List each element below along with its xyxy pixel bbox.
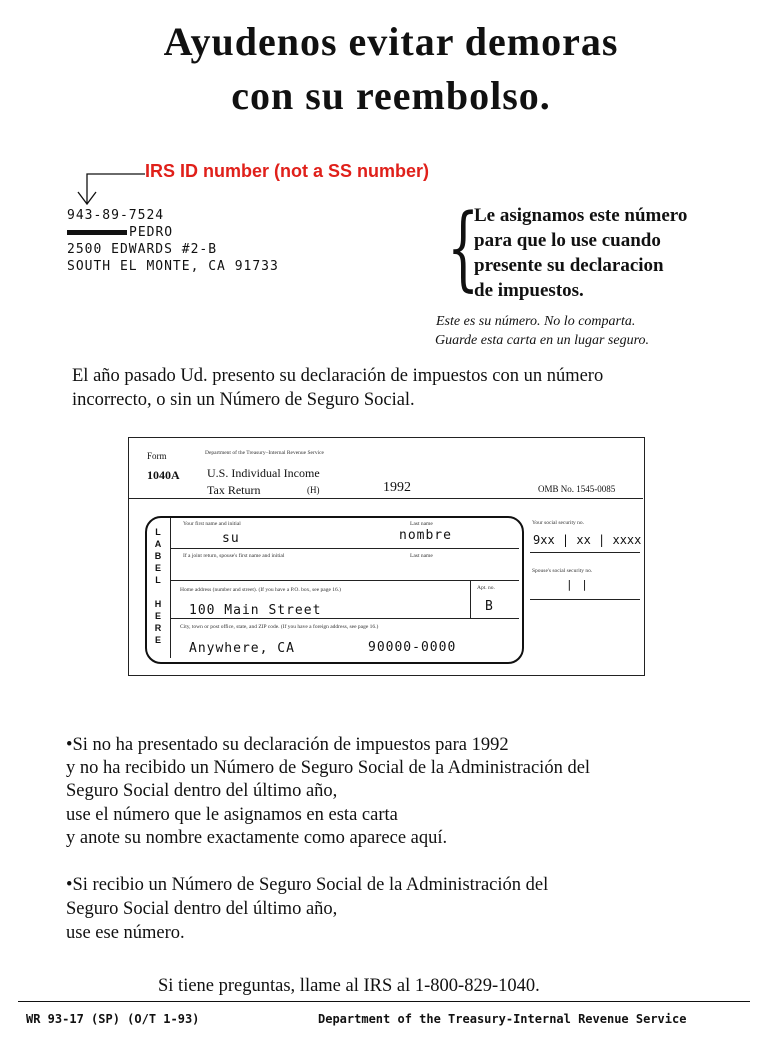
address-caption: Home address (number and street). (If you have a P.O. box, see page 16.) [180,587,341,593]
form-dept: Department of the Treasury–Internal Revenue Service [205,450,324,456]
apt-caption: Apt. no. [477,585,495,591]
assign-line: de impuestos. [474,280,584,301]
ssn-underline [530,552,640,553]
id-number: 943-89-7524 [67,208,165,223]
ssn-value: 9xx | xx | xxxx [533,533,642,547]
last-name-value: nombre [399,528,452,543]
form-title-1: U.S. Individual Income [207,466,320,480]
form-row-divider [171,548,519,549]
city-caption: City, town or post office, state, and ZIP code. (If you have a foreign address, see page 16.) [180,624,379,630]
contact-line: Si tiene preguntas, llame al IRS al 1-800-829-1040. [158,976,540,996]
page-title-line-1: Ayudenos evitar demoras [163,19,619,64]
assign-line: presente su declaracion [474,255,664,276]
footer-form-code: WR 93-17 (SP) (O/T 1-93) [26,1012,200,1026]
bullet1-line: •Si no ha presentado su declaración de impuestos para 1992 [66,735,509,755]
redaction-bar [67,230,127,235]
spouse-ssn-value: | | [566,578,589,591]
privacy-note-1: Este es su número. No lo comparta. [436,314,636,329]
form-divider [128,498,643,499]
footer-rule [18,1001,750,1002]
form-label: Form [147,451,167,461]
last-name-caption: Last name [410,521,433,527]
city-state-zip: SOUTH EL MONTE, CA 91733 [67,259,279,274]
brace-icon: { [447,194,480,301]
street-value: 100 Main Street [189,603,322,618]
ssn-caption: Your social security no. [532,520,584,526]
label-here-vertical: L A B E L H E R E [154,527,162,645]
apt-divider [470,581,471,618]
first-name-value: su [222,531,240,546]
street-address: 2500 EDWARDS #2-B [67,242,218,257]
form-number: 1040A [147,468,180,482]
bullet1-line: y anote su nombre exactamente como aparece aquí. [66,828,448,848]
arrow-down-icon [70,165,150,210]
bullet1-line: y no ha recibido un Número de Seguro Social de la Administración del [66,758,591,778]
bullet2-line: use ese número. [66,923,185,943]
spouse-ssn-caption: Spouse's social security no. [532,568,593,574]
label-column-divider [170,518,171,658]
intro-line-1: El año pasado Ud. presento su declaración de impuestos con un número [72,366,604,386]
apt-value: B [485,599,494,614]
form-row-divider [171,580,519,581]
form-title-2: Tax Return [207,483,261,497]
spouse-ssn-underline [530,599,640,600]
assign-line: Le asignamos este número [474,205,688,226]
taxpayer-name-line [67,225,173,240]
bullet2-line: •Si recibio un Número de Seguro Social de la Administración del [66,875,549,895]
bullet1-line: use el número que le asignamos en esta carta [66,805,398,825]
bullet2-line: Seguro Social dentro del último año, [66,899,338,919]
first-name-caption: Your first name and initial [183,521,241,527]
taxpayer-name: PEDRO [129,225,174,240]
form-code: (H) [307,485,320,495]
page-title-line-2: con su reembolso. [231,73,551,118]
zip-value: 90000-0000 [368,640,457,655]
city-value: Anywhere, CA [189,641,295,656]
form-omb: OMB No. 1545-0085 [538,484,616,494]
form-year: 1992 [383,480,411,495]
bullet1-line: Seguro Social dentro del último año, [66,781,338,801]
form-row-divider [171,618,519,619]
intro-line-2: incorrecto, o sin un Número de Seguro Social. [72,390,415,410]
privacy-note-2: Guarde esta carta en un lugar seguro. [435,333,649,348]
spouse-caption: If a joint return, spouse's first name and initial [183,553,285,559]
assign-line: para que lo use cuando [474,230,661,251]
footer-agency: Department of the Treasury-Internal Revenue Service [318,1012,687,1026]
spouse-last-caption: Last name [410,553,433,559]
irs-id-callout: IRS ID number (not a SS number) [145,161,430,181]
